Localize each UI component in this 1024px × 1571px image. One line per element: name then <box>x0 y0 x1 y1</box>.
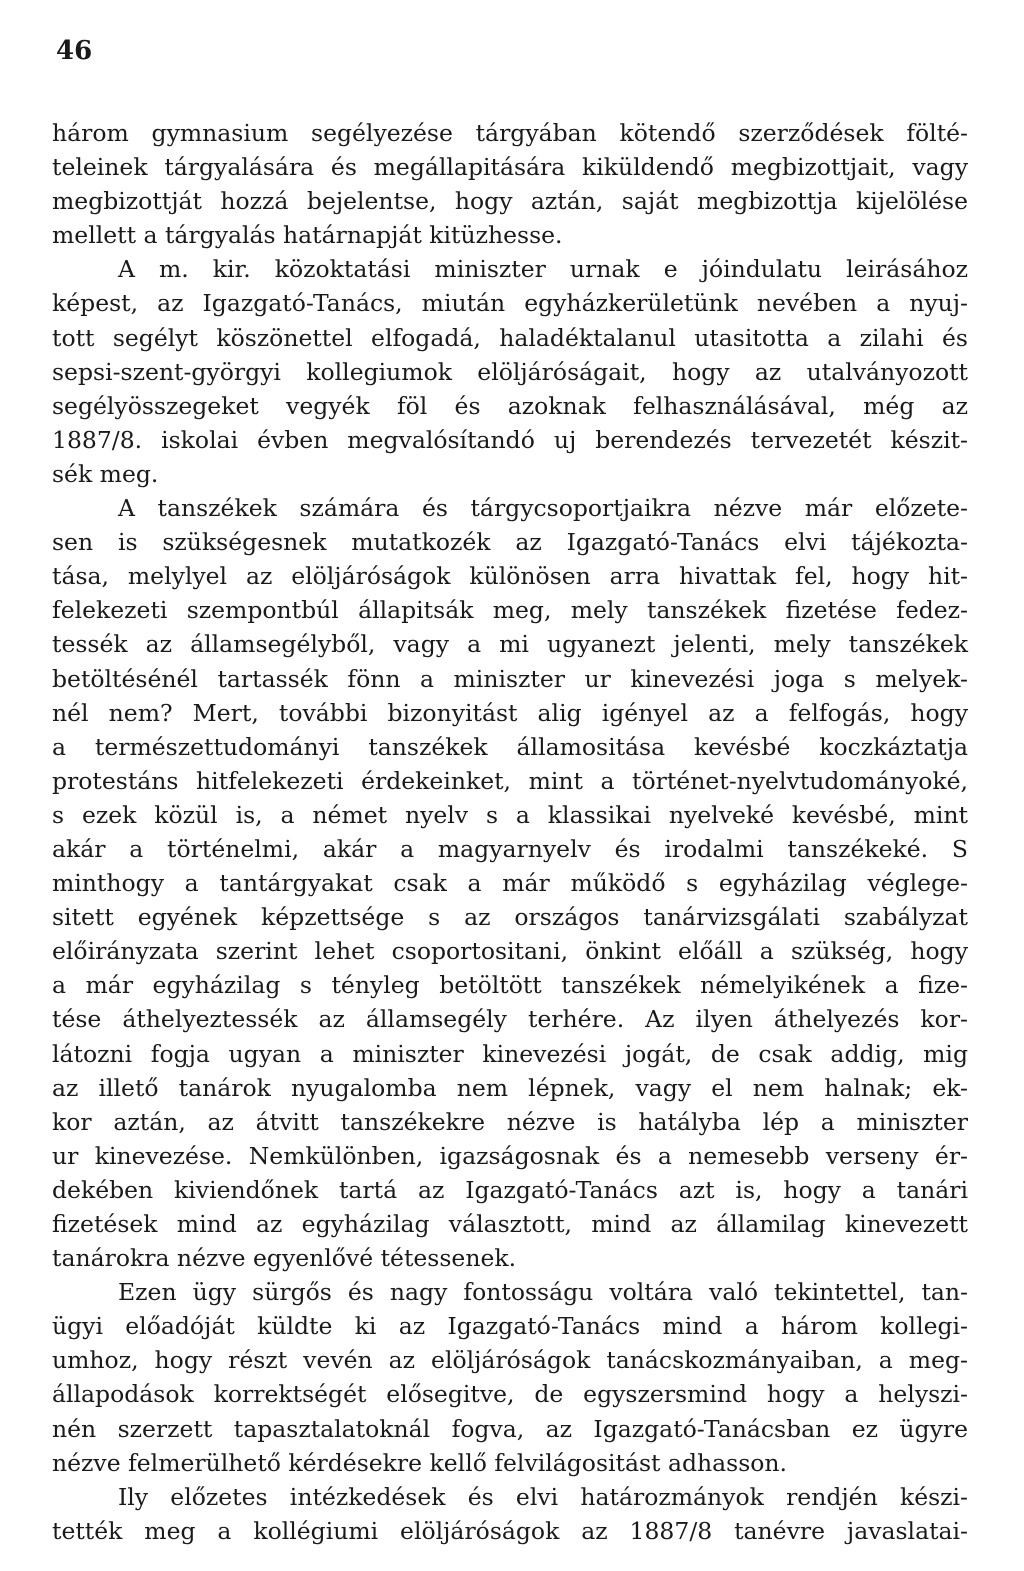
text-line: látozni fogja ugyan a miniszter kinevezési jogát, de csak addig, mig <box>52 1039 968 1068</box>
text-line: tása, melylyel az elöljáróságok különösen arra hivattak fel, hogy hit- <box>52 562 968 591</box>
text-line: képest, az Igazgató-Tanács, miután egyházkerületünk nevében a nyuj- <box>52 289 968 318</box>
text-line: megbizottját hozzá bejelentse, hogy aztán, saját megbizottja kijelölése <box>52 187 968 216</box>
text-line: nézve felmerülhető kérdésekre kellő felvilágositást adhasson. <box>52 1448 788 1477</box>
text-line: segélyösszegeket vegyék föl és azoknak felhasználásával, még az <box>52 391 968 420</box>
text-line: ügyi előadóját küldte ki az Igazgató-Tanács mind a három kollegi- <box>52 1312 968 1341</box>
text-line: tessék az államsegélyből, vagy a mi ugyanezt jelenti, mely tanszékek <box>52 630 968 659</box>
text-line: A m. kir. közoktatási miniszter urnak e jóindulatu leirásához <box>118 255 968 284</box>
text-line: tott segélyt köszönettel elfogadá, haladéktalanul utasitotta a zilahi és <box>52 323 968 352</box>
text-line: dekében kiviendőnek tartá az Igazgató-Tanács azt is, hogy a tanári <box>52 1175 968 1204</box>
text-line: állapodások korrektségét elősegitve, de egyszersmind hogy a helyszi- <box>52 1380 968 1409</box>
text-line: tették meg a kollégiumi elöljáróságok az 1887/8 tanévre javaslatai- <box>52 1516 968 1545</box>
text-line: teleinek tárgyalására és megállapitására kiküldendő megbizottjait, vagy <box>52 153 968 182</box>
text-line: Ezen ügy sürgős és nagy fontosságu voltára való tekintettel, tan- <box>118 1278 968 1307</box>
text-line: betöltésénél tartassék fönn a miniszter ur kinevezési joga s melyek- <box>52 664 968 693</box>
body-text <box>52 116 968 1548</box>
text-line: protestáns hitfelekezeti érdekeinket, mint a történet-nyelvtudományoké, <box>52 766 968 795</box>
text-line: ur kinevezése. Nemkülönben, igazságosnak és a nemesebb verseny ér- <box>52 1141 968 1170</box>
text-line: nén szerzett tapasztalatoknál fogva, az Igazgató-Tanácsban ez ügyre <box>52 1414 968 1443</box>
text-line: felekezeti szempontbúl állapitsák meg, mely tanszékek fizetése fedez- <box>52 596 968 625</box>
page-number: 46 <box>56 36 93 66</box>
text-line: tése áthelyeztessék az államsegély terhére. Az ilyen áthelyezés kor- <box>52 1005 968 1034</box>
text-line: előirányzata szerint lehet csoportositani, önkint előáll a szükség, hogy <box>52 937 968 966</box>
text-line: s ezek közül is, a német nyelv s a klassikai nyelveké kevésbé, mint <box>52 800 968 829</box>
text-line: umhoz, hogy részt vevén az elöljáróságok tanácskozmányaiban, a meg- <box>52 1346 968 1375</box>
text-line: a már egyházilag s tényleg betöltött tanszékek némelyikének a fize- <box>52 971 968 1000</box>
text-line: sék meg. <box>52 459 159 488</box>
text-line: sen is szükségesnek mutatkozék az Igazgató-Tanács elvi tájékozta- <box>52 528 968 557</box>
text-line: A tanszékek számára és tárgycsoportjaikra nézve már előzete- <box>118 494 968 523</box>
text-line: sepsi-szent-györgyi kollegiumok elöljáróságait, hogy az utalványozott <box>52 357 968 386</box>
text-line: három gymnasium segélyezése tárgyában kötendő szerződések fölté- <box>52 119 968 147</box>
text-line: tanárokra nézve egyenlővé tétessenek. <box>52 1244 517 1273</box>
text-line: minthogy a tantárgyakat csak a már működő s egyházilag véglege- <box>52 869 968 898</box>
text-line: fizetések mind az egyházilag választott, mind az államilag kinevezett <box>52 1210 968 1238</box>
text-line: akár a történelmi, akár a magyarnyelv és irodalmi tanszékeké. S <box>52 834 968 863</box>
text-line: a természettudományi tanszékek államositása kevésbé koczkáztatja <box>52 732 968 761</box>
document-page <box>52 36 968 1548</box>
text-line: az illető tanárok nyugalomba nem lépnek, vagy el nem halnak; ek- <box>52 1073 968 1102</box>
text-line: mellett a tárgyalás határnapját kitüzhesse. <box>52 221 563 250</box>
text-line: sitett egyének képzettsége s az országos tanárvizsgálati szabályzat <box>52 903 968 932</box>
text-line: Ily előzetes intézkedések és elvi határozmányok rendjén készi- <box>118 1482 968 1511</box>
text-line: nél nem? Mert, további bizonyitást alig igényel az a felfogás, hogy <box>52 698 968 727</box>
text-line: kor aztán, az átvitt tanszékekre nézve is hatályba lép a miniszter <box>52 1107 968 1136</box>
text-line: 1887/8. iskolai évben megvalósítandó uj berendezés tervezetét készit- <box>52 425 968 454</box>
